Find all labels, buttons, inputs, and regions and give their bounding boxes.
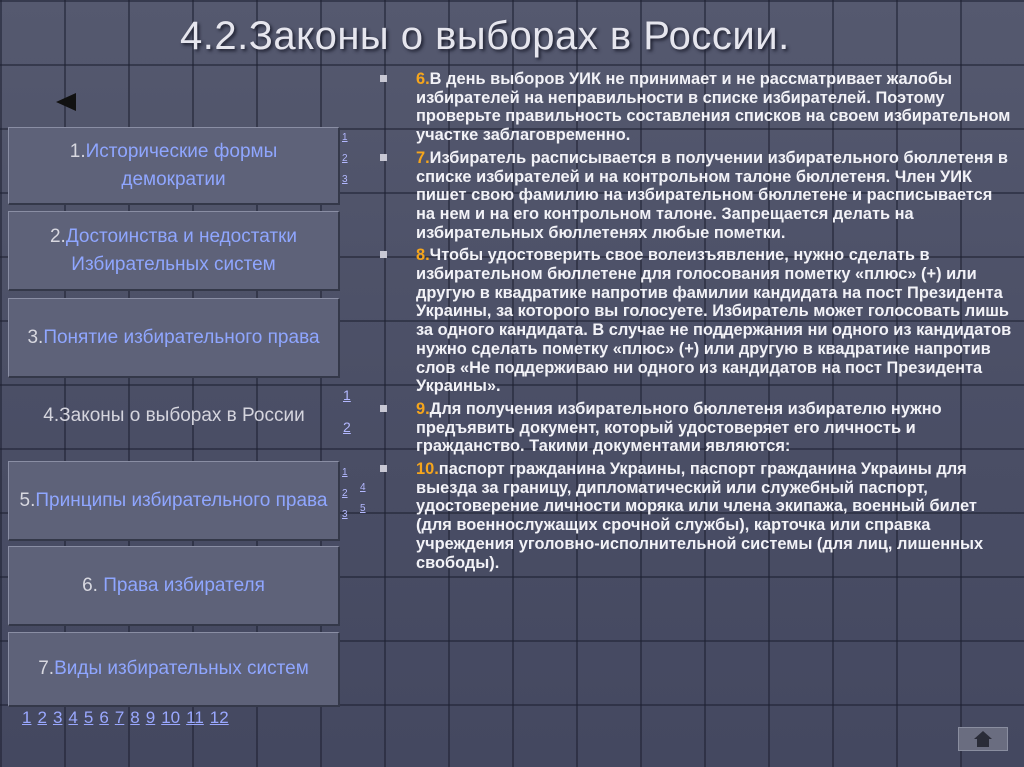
page-link-12[interactable]: 12 [209,708,229,727]
page-links [22,708,235,728]
nav-label: Виды избирательных систем [54,658,309,679]
sublink-4-2[interactable]: 2 [343,419,351,435]
page-link-7[interactable]: 7 [114,708,125,727]
back-arrow-icon[interactable] [56,93,76,111]
nav-num: 1. [69,140,86,162]
sublink-1-1[interactable]: 1 [342,132,348,143]
nav-button-6[interactable] [8,546,340,626]
bullet-icon [380,405,387,412]
page-link-11[interactable]: 11 [186,708,204,727]
item-text: Чтобы удостоверить свое волеизъявление, нужно сделать в избирательном бюллетене для голосования пометку «плюс» (+) или другую в квадратике напротив фамилии кандидата на пост Президента Украины, за которого вы голосуете. Избиратель может голосовать лишь за одного кандидата. В случае не поддержания ни одного из кандидатов нужно сделать пометку «плюс» (+) или другую в квадратике напротив слов «Не поддерживаю ни одного из кандидатов на пост Президента Украины». [416,246,1012,396]
sublink-5-5[interactable]: 5 [360,503,366,514]
nav-label: Достоинства и недостатки Избирательных систем [65,225,298,275]
nav-button-7[interactable] [8,632,340,707]
content-list [380,70,1012,576]
sublink-5-2[interactable]: 2 [342,488,348,499]
page-title: 4.2.Законы о выборах в России. [180,14,790,58]
nav-button-1[interactable] [8,127,340,205]
page-link-5[interactable]: 5 [83,708,94,727]
sublink-1-3[interactable]: 3 [342,174,348,185]
page-link-6[interactable]: 6 [99,708,109,727]
item-text: В день выборов УИК не принимает и не рассматривает жалобы избирателей на неправильности в списке избирателей. Поэтому проверьте правильность составления списков на своем избирательном участке заблаговременно. [416,70,1011,145]
item-number: 7. [416,148,430,167]
nav-num: 3. [27,326,44,348]
nav-num: 5. [19,489,36,511]
bullet-icon [380,251,387,258]
sublink-4-1[interactable]: 1 [343,387,351,403]
page-link-4[interactable]: 4 [68,708,78,727]
page-link-8[interactable]: 8 [130,708,140,727]
nav-button-3[interactable] [8,298,340,378]
list-item [380,246,1012,396]
nav-num: 4. [43,405,60,426]
sublink-5-4[interactable]: 4 [360,482,366,493]
sublink-1-2[interactable]: 2 [342,153,348,164]
list-item [380,70,1012,145]
nav-button-2[interactable] [8,211,340,291]
sublink-5-1[interactable]: 1 [342,467,348,478]
item-text: Для получения избирательного бюллетеня избирателю нужно предъявить документ, который удостоверяет его личность и гражданство. Такими документами являются: [416,399,942,456]
item-number: 9. [416,399,430,418]
nav-button-5[interactable] [8,461,340,541]
nav-num: 2. [49,225,66,247]
list-item [380,460,1012,572]
page-link-3[interactable]: 3 [52,708,63,727]
page-link-2[interactable]: 2 [37,708,47,727]
item-number: 8. [416,246,430,265]
nav-label: Законы о выборах в России [59,405,305,426]
page-link-1[interactable]: 1 [22,708,32,727]
nav-label: Права избирателя [103,574,265,596]
home-button[interactable] [958,727,1008,751]
page-link-10[interactable]: 10 [161,708,181,727]
bullet-icon [380,154,387,161]
nav-num: 6. [82,574,104,596]
bullet-icon [380,465,387,472]
list-item [380,149,1012,243]
page-link-9[interactable]: 9 [145,708,156,727]
item-text: паспорт гражданина Украины, паспорт гражданина Украины для выезда за границу, дипломатический или служебный паспорт, удостоверение личности моряка или члена экипажа, военный билет (для военнослужащих срочной службы), карточка или справка учреждения уголовно-исполнительной системы (для лиц, лишенных свободы). [416,460,984,572]
bullet-icon [380,75,387,82]
nav-label: Понятие избирательного права [43,326,320,348]
nav-label: Исторические формы демократии [85,140,278,190]
nav-label: Принципы избирательного права [35,489,328,511]
list-item [380,400,1012,456]
sublink-5-3[interactable]: 3 [342,509,348,520]
nav-current-item-4[interactable] [8,386,340,446]
item-text: Избиратель расписывается в получении избирательного бюллетеня в списке избирателей и на контрольном талоне бюллетеня. Член УИК пишет свою фамилию на избирательном бюллетене и расписывается на нем и на его контрольном талоне. Запрещается делать на избирательных бюллетенях любые пометки. [416,148,1008,242]
nav-num: 7. [38,658,55,679]
item-number: 10. [416,460,439,479]
home-icon [973,730,993,748]
item-number: 6. [416,70,430,88]
